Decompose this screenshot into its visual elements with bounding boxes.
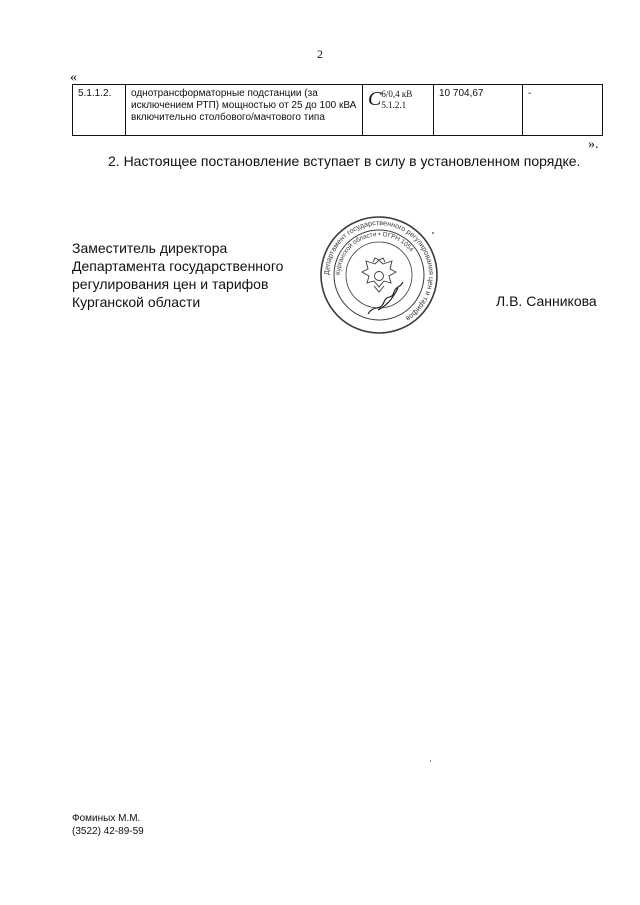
seal-inner-ring [346, 242, 412, 308]
rate-formula [368, 88, 412, 111]
table-row [73, 85, 603, 136]
row-note-cell: - [523, 85, 603, 136]
page-number: 2 [317, 47, 323, 61]
executor-contact [72, 812, 144, 838]
signer-position-line: Заместитель директора [72, 240, 228, 256]
executor-phone: (3522) 42-89-59 [72, 826, 144, 837]
executor-name: Фоминых М.М. [72, 813, 141, 824]
scan-speck [432, 232, 434, 234]
seal-outer-text: Департамент государственного регулирования цен и тарифов [321, 217, 437, 324]
row-description-cell: однотрансформаторные подстанции (за исключением РТП) мощностью от 25 до 100 кВА включительно столбового/мачтового типа [126, 85, 363, 136]
opening-quote-mark: « [70, 70, 77, 85]
seal-inner-text: Курганской области • ОГРН 1054 [334, 230, 415, 276]
formula-superscript: 6/0,4 кВ [381, 89, 413, 99]
signer-position-line: Курганской области [72, 294, 201, 310]
row-value-cell: 10 704,67 [434, 85, 523, 136]
signer-position-line: Департамента государственного [72, 258, 284, 274]
clause-paragraph: 2. Настоящее постановление вступает в силу в установленном порядке. [108, 153, 581, 169]
scan-speck [430, 760, 431, 762]
signer-position-line: регулирования цен и тарифов [72, 276, 269, 292]
tariff-table [72, 84, 603, 136]
row-formula-cell [363, 85, 434, 136]
seal-middle-ring [334, 230, 424, 320]
formula-symbol: C [368, 88, 382, 110]
closing-quote-mark: ». [588, 137, 599, 152]
signature-scribble [368, 282, 403, 314]
signer-position [72, 239, 283, 311]
signer-name: Л.В. Санникова [496, 293, 597, 309]
row-number-cell: 5.1.1.2. [73, 85, 126, 136]
formula-subscript: 5.1.2.1 [381, 100, 407, 110]
coat-of-arms-emblem [362, 258, 396, 292]
official-seal-stamp [318, 214, 440, 336]
